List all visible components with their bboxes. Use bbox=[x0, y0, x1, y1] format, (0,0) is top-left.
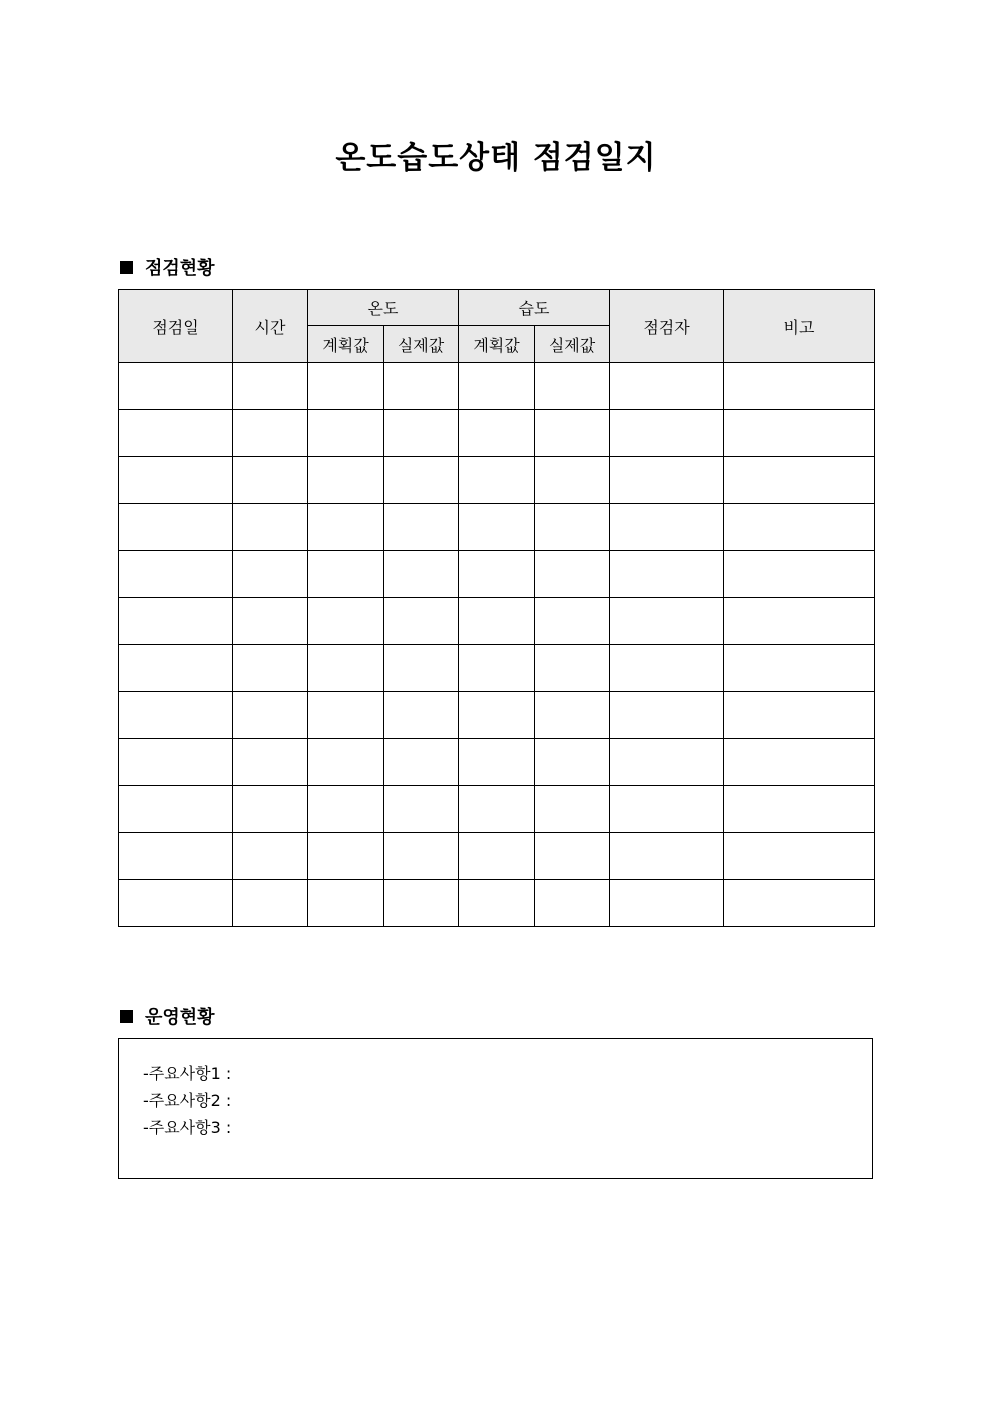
table-cell[interactable] bbox=[308, 739, 384, 786]
table-cell[interactable] bbox=[233, 645, 308, 692]
table-cell[interactable] bbox=[724, 457, 875, 504]
table-row bbox=[119, 739, 875, 786]
table-row bbox=[119, 598, 875, 645]
table-cell[interactable] bbox=[119, 645, 233, 692]
table-cell[interactable] bbox=[119, 739, 233, 786]
table-cell[interactable] bbox=[233, 833, 308, 880]
table-cell[interactable] bbox=[535, 786, 610, 833]
table-cell[interactable] bbox=[610, 739, 724, 786]
table-row bbox=[119, 880, 875, 927]
table-cell[interactable] bbox=[459, 598, 535, 645]
table-cell[interactable] bbox=[233, 786, 308, 833]
table-cell[interactable] bbox=[610, 457, 724, 504]
inspection-table bbox=[118, 289, 875, 927]
table-cell[interactable] bbox=[384, 457, 459, 504]
header-humidity-planned: 계획값 bbox=[459, 326, 535, 363]
operation-notes-box[interactable] bbox=[118, 1038, 873, 1179]
table-cell[interactable] bbox=[119, 410, 233, 457]
table-cell[interactable] bbox=[459, 410, 535, 457]
table-cell[interactable] bbox=[459, 786, 535, 833]
header-time: 시간 bbox=[233, 290, 308, 363]
table-cell[interactable] bbox=[610, 551, 724, 598]
table-cell[interactable] bbox=[535, 457, 610, 504]
operation-heading-label: 운영현황 bbox=[145, 1007, 215, 1028]
table-cell[interactable] bbox=[535, 739, 610, 786]
table-cell[interactable] bbox=[384, 833, 459, 880]
table-cell[interactable] bbox=[610, 880, 724, 927]
header-humidity: 습도 bbox=[459, 290, 610, 326]
header-inspector: 점검자 bbox=[610, 290, 724, 363]
table-cell[interactable] bbox=[384, 880, 459, 927]
table-cell[interactable] bbox=[724, 880, 875, 927]
table-cell[interactable] bbox=[384, 645, 459, 692]
table-cell[interactable] bbox=[233, 363, 308, 410]
header-inspection-date: 점검일 bbox=[119, 290, 233, 363]
table-cell[interactable] bbox=[384, 786, 459, 833]
table-cell[interactable] bbox=[119, 457, 233, 504]
table-cell[interactable] bbox=[384, 363, 459, 410]
table-cell[interactable] bbox=[308, 504, 384, 551]
table-cell[interactable] bbox=[384, 598, 459, 645]
table-cell[interactable] bbox=[384, 410, 459, 457]
table-cell[interactable] bbox=[610, 363, 724, 410]
table-cell[interactable] bbox=[308, 786, 384, 833]
table-row bbox=[119, 504, 875, 551]
table-cell[interactable] bbox=[384, 504, 459, 551]
table-cell[interactable] bbox=[308, 363, 384, 410]
table-cell[interactable] bbox=[724, 739, 875, 786]
table-cell[interactable] bbox=[610, 786, 724, 833]
table-cell[interactable] bbox=[233, 739, 308, 786]
note-item-3: -주요사항3 : bbox=[143, 1118, 232, 1137]
table-row bbox=[119, 363, 875, 410]
table-cell[interactable] bbox=[610, 598, 724, 645]
table-cell[interactable] bbox=[308, 692, 384, 739]
table-cell[interactable] bbox=[724, 504, 875, 551]
header-remarks: 비고 bbox=[724, 290, 875, 363]
table-cell[interactable] bbox=[459, 551, 535, 598]
table-cell[interactable] bbox=[459, 692, 535, 739]
table-cell[interactable] bbox=[119, 551, 233, 598]
table-cell[interactable] bbox=[724, 786, 875, 833]
table-cell[interactable] bbox=[610, 833, 724, 880]
table-cell[interactable] bbox=[119, 363, 233, 410]
header-temp-actual: 실제값 bbox=[384, 326, 459, 363]
table-cell[interactable] bbox=[233, 504, 308, 551]
table-cell[interactable] bbox=[233, 551, 308, 598]
header-temp-planned: 계획값 bbox=[308, 326, 384, 363]
inspection-heading-label: 점검현황 bbox=[145, 258, 215, 279]
table-cell[interactable] bbox=[233, 457, 308, 504]
table-cell[interactable] bbox=[233, 692, 308, 739]
table-cell[interactable] bbox=[308, 833, 384, 880]
table-cell[interactable] bbox=[535, 833, 610, 880]
table-cell[interactable] bbox=[724, 410, 875, 457]
table-cell[interactable] bbox=[535, 598, 610, 645]
header-temperature: 온도 bbox=[308, 290, 459, 326]
table-cell[interactable] bbox=[384, 551, 459, 598]
table-cell[interactable] bbox=[535, 410, 610, 457]
table-cell[interactable] bbox=[308, 551, 384, 598]
table-cell[interactable] bbox=[724, 833, 875, 880]
table-cell[interactable] bbox=[459, 645, 535, 692]
table-cell[interactable] bbox=[384, 692, 459, 739]
table-cell[interactable] bbox=[610, 645, 724, 692]
table-cell[interactable] bbox=[535, 363, 610, 410]
table-cell[interactable] bbox=[119, 786, 233, 833]
inspection-section-heading bbox=[120, 254, 215, 280]
table-cell[interactable] bbox=[119, 504, 233, 551]
operation-section-heading bbox=[120, 1003, 215, 1029]
table-cell[interactable] bbox=[308, 410, 384, 457]
table-cell[interactable] bbox=[610, 504, 724, 551]
table-cell[interactable] bbox=[724, 598, 875, 645]
table-cell[interactable] bbox=[724, 551, 875, 598]
table-cell[interactable] bbox=[233, 598, 308, 645]
table-cell[interactable] bbox=[308, 457, 384, 504]
table-cell[interactable] bbox=[724, 692, 875, 739]
table-cell[interactable] bbox=[535, 880, 610, 927]
table-cell[interactable] bbox=[308, 598, 384, 645]
table-cell[interactable] bbox=[535, 504, 610, 551]
table-cell[interactable] bbox=[308, 645, 384, 692]
table-cell[interactable] bbox=[384, 739, 459, 786]
table-row bbox=[119, 786, 875, 833]
note-item-2: -주요사항2 : bbox=[143, 1091, 232, 1110]
table-row bbox=[119, 645, 875, 692]
table-cell[interactable] bbox=[119, 598, 233, 645]
header-humidity-actual: 실제값 bbox=[535, 326, 610, 363]
table-cell[interactable] bbox=[610, 410, 724, 457]
table-row bbox=[119, 410, 875, 457]
document-title: 온도습도상태 점검일지 bbox=[335, 140, 657, 176]
square-bullet-icon bbox=[120, 1010, 133, 1023]
inspection-table-body bbox=[119, 363, 875, 927]
table-cell[interactable] bbox=[535, 692, 610, 739]
table-row bbox=[119, 457, 875, 504]
table-cell[interactable] bbox=[233, 410, 308, 457]
table-cell[interactable] bbox=[724, 363, 875, 410]
table-cell[interactable] bbox=[119, 692, 233, 739]
table-cell[interactable] bbox=[610, 692, 724, 739]
table-row bbox=[119, 551, 875, 598]
table-cell[interactable] bbox=[119, 880, 233, 927]
table-cell[interactable] bbox=[119, 833, 233, 880]
table-cell[interactable] bbox=[459, 833, 535, 880]
square-bullet-icon bbox=[120, 261, 133, 274]
table-row bbox=[119, 692, 875, 739]
table-cell[interactable] bbox=[459, 457, 535, 504]
table-cell[interactable] bbox=[724, 645, 875, 692]
table-cell[interactable] bbox=[459, 880, 535, 927]
table-row bbox=[119, 833, 875, 880]
table-cell[interactable] bbox=[459, 363, 535, 410]
table-cell[interactable] bbox=[535, 645, 610, 692]
table-cell[interactable] bbox=[459, 504, 535, 551]
table-cell[interactable] bbox=[535, 551, 610, 598]
note-item-1: -주요사항1 : bbox=[143, 1064, 232, 1083]
table-cell[interactable] bbox=[233, 880, 308, 927]
table-cell[interactable] bbox=[308, 880, 384, 927]
table-cell[interactable] bbox=[459, 739, 535, 786]
